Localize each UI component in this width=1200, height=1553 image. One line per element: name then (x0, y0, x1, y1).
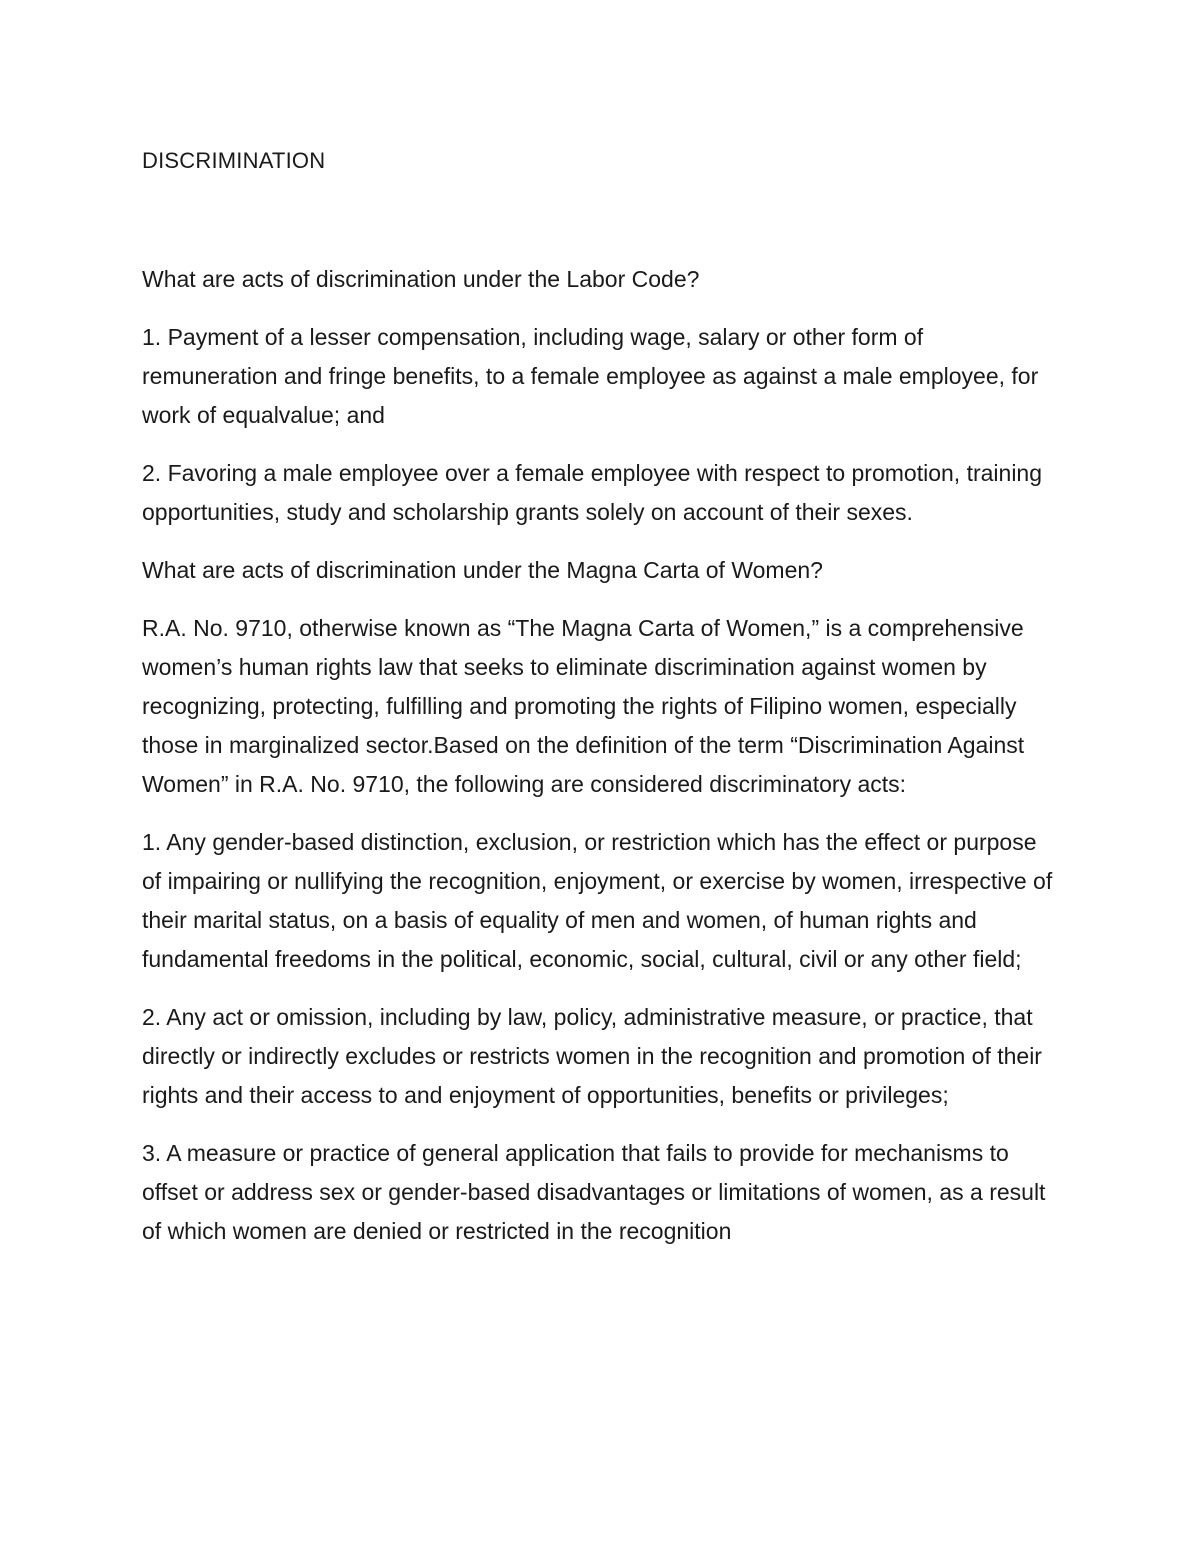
labor-code-item-1: 1. Payment of a lesser compensation, including wage, salary or other form of remuneration and fringe benefits, to a female employee as against a male employee, for work of equalvalue; and (142, 324, 1039, 428)
question-labor-code: What are acts of discrimination under the Labor Code? (142, 266, 700, 292)
magna-carta-item-3: 3. A measure or practice of general application that fails to provide for mechanisms to offset or address sex or gender-based disadvantages or limitations of women, as a result of which women are denied or restricted in the recognition (142, 1140, 1046, 1244)
document-title: DISCRIMINATION (142, 148, 326, 173)
magna-carta-intro: R.A. No. 9710, otherwise known as “The Magna Carta of Women,” is a comprehensive women’s human rights law that seeks to eliminate discrimination against women by recognizing, protecting, fulfilling and promoting the rights of Filipino women, especially those in marginalized sector.Based on the definition of the term “Discrimination Against Women” in R.A. No. 9710, the following are considered discriminatory acts: (142, 615, 1025, 797)
magna-carta-item-2: 2. Any act or omission, including by law, policy, administrative measure, or practice, that directly or indirectly excludes or restricts women in the recognition and promotion of their rights and their access to and enjoyment of opportunities, benefits or privileges; (142, 1004, 1042, 1108)
question-magna-carta: What are acts of discrimination under the Magna Carta of Women? (142, 557, 823, 583)
labor-code-item-2: 2. Favoring a male employee over a female employee with respect to promotion, training opportunities, study and scholarship grants solely on account of their sexes. (142, 460, 1043, 525)
document-body (142, 144, 1057, 1251)
magna-carta-item-1: 1. Any gender-based distinction, exclusion, or restriction which has the effect or purpose of impairing or nullifying the recognition, enjoyment, or exercise by women, irrespective of their marital status, on a basis of equality of men and women, of human rights and fundamental freedoms in the political, economic, social, cultural, civil or any other field; (142, 829, 1053, 972)
